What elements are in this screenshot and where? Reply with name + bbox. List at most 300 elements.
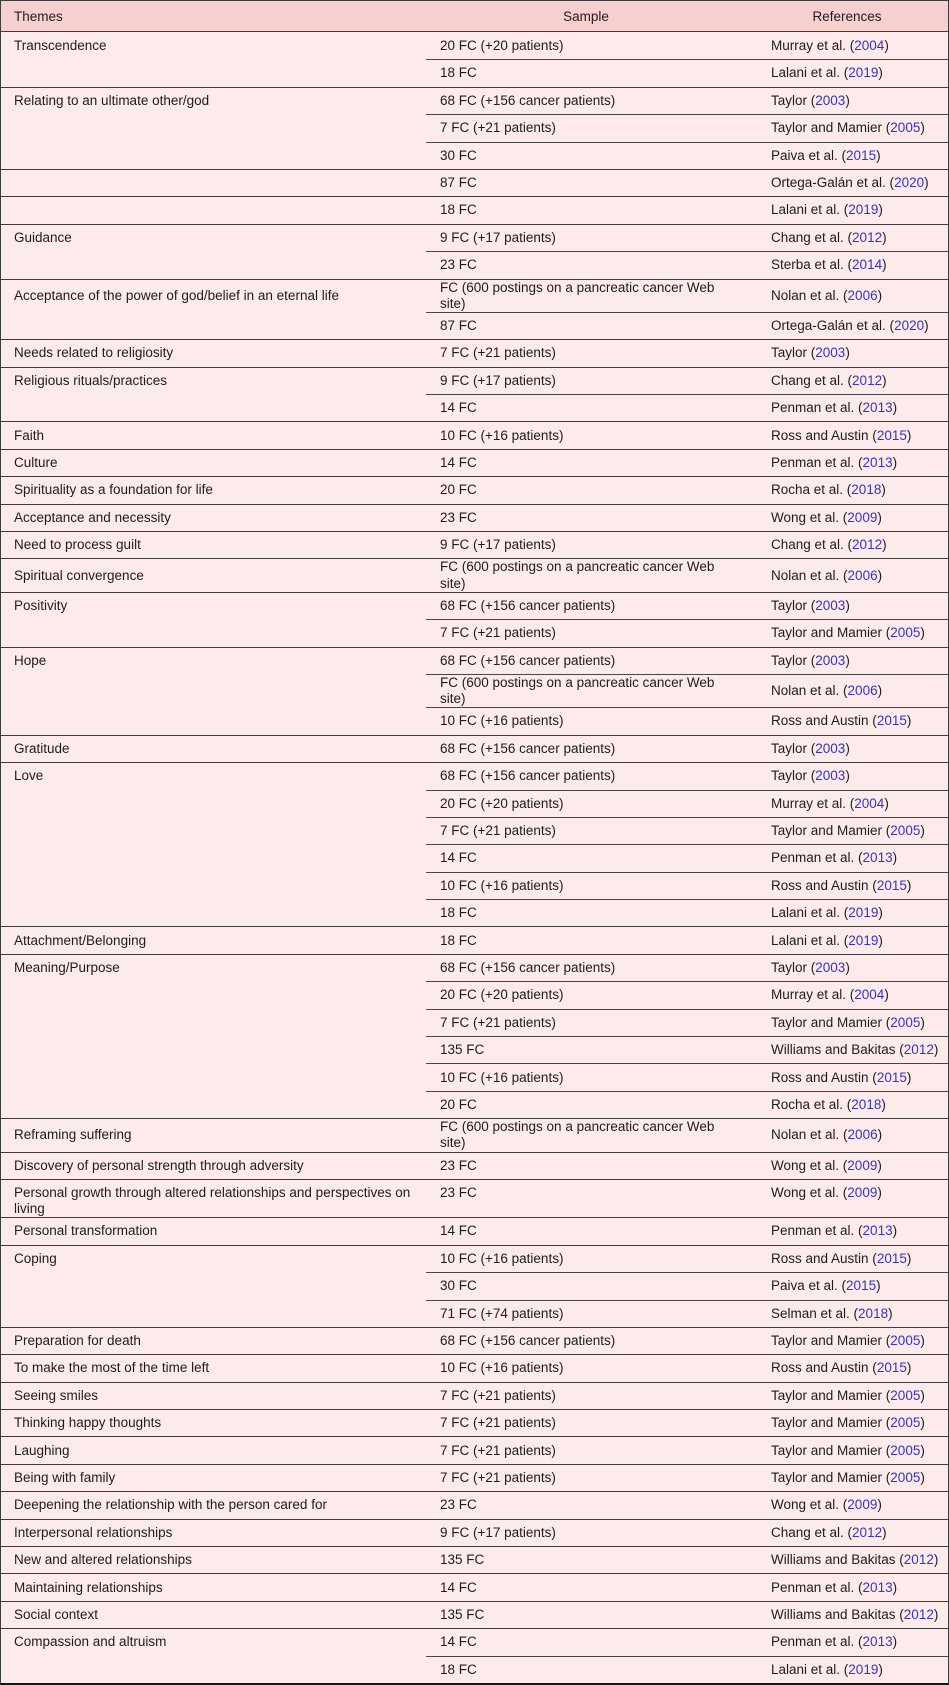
reference-year-link[interactable]: 2006 bbox=[847, 567, 878, 583]
theme-text: Love bbox=[14, 768, 44, 784]
reference-cell bbox=[746, 1300, 948, 1327]
reference-cell bbox=[746, 1217, 948, 1244]
reference-year-link[interactable]: 2019 bbox=[848, 1661, 879, 1677]
sample-text: 23 FC bbox=[440, 1157, 477, 1173]
reference-cell bbox=[746, 476, 948, 503]
sample-cell bbox=[426, 114, 746, 141]
sample-text: 14 FC bbox=[440, 1223, 477, 1239]
reference-text: Penman et al. (2013) bbox=[771, 1223, 898, 1239]
reference-cell bbox=[746, 1245, 948, 1272]
theme-cell bbox=[1, 926, 426, 953]
sample-cell bbox=[426, 1009, 746, 1036]
sample-text: 135 FC bbox=[440, 1042, 485, 1058]
theme-text: Need to process guilt bbox=[14, 537, 141, 553]
table-body bbox=[1, 32, 948, 1683]
theme-cell bbox=[1, 1601, 426, 1628]
reference-cell bbox=[746, 619, 948, 646]
reference-year-link[interactable]: 2009 bbox=[847, 1184, 878, 1200]
theme-cell bbox=[1, 1091, 426, 1118]
reference-cell bbox=[746, 394, 948, 421]
reference-year-link[interactable]: 2013 bbox=[862, 400, 893, 416]
theme-text: Reframing suffering bbox=[14, 1127, 132, 1143]
reference-cell bbox=[746, 312, 948, 339]
table-row bbox=[1, 1464, 948, 1491]
theme-cell bbox=[1, 394, 426, 421]
reference-text: Nolan et al. (2006) bbox=[771, 683, 883, 699]
theme-text: To make the most of the time left bbox=[14, 1360, 210, 1376]
theme-cell bbox=[1, 142, 426, 169]
reference-text: Taylor and Mamier (2005) bbox=[771, 1442, 925, 1458]
reference-text: Williams and Bakitas (2012) bbox=[771, 1552, 939, 1568]
reference-year-link[interactable]: 2020 bbox=[894, 175, 925, 191]
sample-text: 7 FC (+21 patients) bbox=[440, 1014, 556, 1030]
column-header-sample bbox=[426, 1, 746, 31]
table-row bbox=[1, 844, 948, 871]
reference-year-link[interactable]: 2009 bbox=[847, 1497, 878, 1513]
theme-cell bbox=[1, 421, 426, 448]
sample-text: 18 FC bbox=[440, 932, 477, 948]
sample-cell bbox=[426, 476, 746, 503]
table-row bbox=[1, 312, 948, 339]
reference-year-link[interactable]: 2015 bbox=[876, 877, 907, 893]
reference-year-link[interactable]: 2006 bbox=[847, 1127, 878, 1143]
sample-text: FC (600 postings on a pancreatic cancer Web site) bbox=[440, 279, 715, 311]
theme-text: Transcendence bbox=[14, 37, 107, 53]
reference-cell bbox=[746, 926, 948, 953]
table-row bbox=[1, 196, 948, 223]
theme-cell bbox=[1, 251, 426, 278]
table-header-row bbox=[1, 1, 948, 32]
table-row bbox=[1, 558, 948, 591]
reference-cell bbox=[746, 674, 948, 707]
theme-cell bbox=[1, 312, 426, 339]
reference-text: Ross and Austin (2015) bbox=[771, 1360, 912, 1376]
reference-year-link[interactable]: 2003 bbox=[815, 740, 846, 756]
reference-text: Taylor and Mamier (2005) bbox=[771, 1415, 925, 1431]
table-row bbox=[1, 504, 948, 531]
theme-cell bbox=[1, 367, 426, 394]
theme-cell bbox=[1, 1152, 426, 1179]
sample-cell bbox=[426, 279, 746, 312]
sample-text: 10 FC (+16 patients) bbox=[440, 1250, 564, 1266]
sample-text: 10 FC (+16 patients) bbox=[440, 1069, 564, 1085]
reference-cell bbox=[746, 531, 948, 558]
reference-cell bbox=[746, 707, 948, 734]
theme-text: Thinking happy thoughts bbox=[14, 1415, 162, 1431]
theme-cell bbox=[1, 1217, 426, 1244]
table-row bbox=[1, 114, 948, 141]
reference-text: Penman et al. (2013) bbox=[771, 1634, 898, 1650]
theme-text: Seeing smiles bbox=[14, 1387, 99, 1403]
sample-cell bbox=[426, 1546, 746, 1573]
table-row bbox=[1, 817, 948, 844]
theme-cell bbox=[1, 339, 426, 366]
reference-cell bbox=[746, 1118, 948, 1151]
reference-text: Lalani et al. (2019) bbox=[771, 932, 883, 948]
theme-text: Interpersonal relationships bbox=[14, 1524, 173, 1540]
sample-text: 68 FC (+156 cancer patients) bbox=[440, 959, 616, 975]
reference-cell bbox=[746, 87, 948, 114]
reference-year-link[interactable]: 2005 bbox=[890, 822, 921, 838]
reference-cell bbox=[746, 32, 948, 59]
theme-text: Culture bbox=[14, 454, 58, 470]
theme-cell bbox=[1, 1272, 426, 1299]
reference-text: Taylor and Mamier (2005) bbox=[771, 625, 925, 641]
sample-text: 68 FC (+156 cancer patients) bbox=[440, 92, 616, 108]
sample-text: 68 FC (+156 cancer patients) bbox=[440, 768, 616, 784]
sample-text: 7 FC (+21 patients) bbox=[440, 345, 556, 361]
sample-text: 14 FC bbox=[440, 454, 477, 470]
reference-text: Ross and Austin (2015) bbox=[771, 877, 912, 893]
table-row bbox=[1, 1327, 948, 1354]
sample-cell bbox=[426, 981, 746, 1008]
reference-year-link[interactable]: 2014 bbox=[852, 257, 883, 273]
sample-text: 23 FC bbox=[440, 509, 477, 525]
theme-text: Personal transformation bbox=[14, 1223, 158, 1239]
reference-year-link[interactable]: 2012 bbox=[903, 1552, 934, 1568]
reference-year-link[interactable]: 2003 bbox=[815, 345, 846, 361]
reference-cell bbox=[746, 1409, 948, 1436]
table-row bbox=[1, 592, 948, 619]
sample-cell bbox=[426, 1436, 746, 1463]
theme-text: Acceptance and necessity bbox=[14, 509, 171, 525]
theme-cell bbox=[1, 954, 426, 981]
reference-text: Ortega-Galán et al. (2020) bbox=[771, 175, 929, 191]
table-row bbox=[1, 87, 948, 114]
reference-year-link[interactable]: 2005 bbox=[890, 1014, 921, 1030]
theme-cell bbox=[1, 790, 426, 817]
reference-text: Lalani et al. (2019) bbox=[771, 202, 883, 218]
theme-cell bbox=[1, 1464, 426, 1491]
sample-cell bbox=[426, 32, 746, 59]
reference-cell bbox=[746, 817, 948, 844]
reference-year-link[interactable]: 2003 bbox=[815, 959, 846, 975]
reference-year-link[interactable]: 2005 bbox=[890, 1442, 921, 1458]
reference-cell bbox=[746, 1354, 948, 1381]
reference-year-link[interactable]: 2005 bbox=[890, 1387, 921, 1403]
table-row bbox=[1, 1272, 948, 1299]
sample-cell bbox=[426, 1063, 746, 1090]
reference-year-link[interactable]: 2013 bbox=[862, 1579, 893, 1595]
sample-cell bbox=[426, 1327, 746, 1354]
reference-cell bbox=[746, 735, 948, 762]
reference-year-link[interactable]: 2003 bbox=[815, 768, 846, 784]
sample-cell bbox=[426, 954, 746, 981]
reference-text: Taylor and Mamier (2005) bbox=[771, 1469, 925, 1485]
sample-cell bbox=[426, 1036, 746, 1063]
reference-year-link[interactable]: 2012 bbox=[852, 229, 883, 245]
reference-year-link[interactable]: 2009 bbox=[847, 509, 878, 525]
sample-text: FC (600 postings on a pancreatic cancer Web site) bbox=[440, 1119, 715, 1151]
reference-year-link[interactable]: 2013 bbox=[862, 454, 893, 470]
theme-cell bbox=[1, 1327, 426, 1354]
reference-text: Murray et al. (2004) bbox=[771, 795, 889, 811]
reference-cell bbox=[746, 647, 948, 674]
table-row bbox=[1, 981, 948, 1008]
theme-text: Faith bbox=[14, 427, 45, 443]
table-row bbox=[1, 1354, 948, 1381]
reference-year-link[interactable]: 2006 bbox=[847, 683, 878, 699]
table-row bbox=[1, 169, 948, 196]
sample-cell bbox=[426, 59, 746, 86]
theme-text: Preparation for death bbox=[14, 1332, 141, 1348]
reference-year-link[interactable]: 2003 bbox=[815, 92, 846, 108]
reference-year-link[interactable]: 2018 bbox=[858, 1305, 889, 1321]
sample-cell bbox=[426, 1179, 746, 1217]
sample-text: 20 FC bbox=[440, 1096, 477, 1112]
sample-cell bbox=[426, 619, 746, 646]
sample-text: 20 FC (+20 patients) bbox=[440, 37, 564, 53]
theme-cell bbox=[1, 899, 426, 926]
table-row bbox=[1, 367, 948, 394]
reference-year-link[interactable]: 2005 bbox=[890, 1415, 921, 1431]
reference-year-link[interactable]: 2015 bbox=[876, 1250, 907, 1266]
theme-text: Deepening the relationship with the person cared for bbox=[14, 1497, 327, 1513]
sample-text: 7 FC (+21 patients) bbox=[440, 1469, 556, 1485]
reference-text: Penman et al. (2013) bbox=[771, 400, 898, 416]
reference-year-link[interactable]: 2005 bbox=[890, 120, 921, 136]
sample-cell bbox=[426, 707, 746, 734]
reference-cell bbox=[746, 1628, 948, 1655]
reference-cell bbox=[746, 1382, 948, 1409]
reference-year-link[interactable]: 2005 bbox=[890, 625, 921, 641]
reference-text: Rocha et al. (2018) bbox=[771, 1096, 886, 1112]
reference-cell bbox=[746, 1152, 948, 1179]
theme-cell bbox=[1, 1519, 426, 1546]
sample-cell bbox=[426, 1245, 746, 1272]
sample-text: 87 FC bbox=[440, 317, 477, 333]
theme-cell bbox=[1, 735, 426, 762]
reference-cell bbox=[746, 592, 948, 619]
table-row bbox=[1, 449, 948, 476]
sample-text: 14 FC bbox=[440, 400, 477, 416]
sample-text: 23 FC bbox=[440, 257, 477, 273]
theme-cell bbox=[1, 1009, 426, 1036]
sample-text: 18 FC bbox=[440, 202, 477, 218]
reference-year-link[interactable]: 2018 bbox=[851, 482, 882, 498]
theme-cell bbox=[1, 114, 426, 141]
sample-text: 10 FC (+16 patients) bbox=[440, 427, 564, 443]
reference-cell bbox=[746, 844, 948, 871]
theme-text: Needs related to religiosity bbox=[14, 345, 174, 361]
reference-year-link[interactable]: 2015 bbox=[876, 1069, 907, 1085]
table-row bbox=[1, 1300, 948, 1327]
reference-cell bbox=[746, 1601, 948, 1628]
sample-cell bbox=[426, 1519, 746, 1546]
sample-cell bbox=[426, 762, 746, 789]
sample-cell bbox=[426, 872, 746, 899]
theme-cell bbox=[1, 674, 426, 707]
reference-text: Taylor (2003) bbox=[771, 345, 850, 361]
reference-year-link[interactable]: 2015 bbox=[876, 713, 907, 729]
theme-text: Attachment/Belonging bbox=[14, 932, 147, 948]
theme-text: Personal growth through altered relationships and perspectives on living bbox=[14, 1184, 411, 1217]
theme-cell bbox=[1, 1573, 426, 1600]
theme-cell bbox=[1, 1546, 426, 1573]
reference-year-link[interactable]: 2019 bbox=[848, 905, 879, 921]
table-row bbox=[1, 1491, 948, 1518]
sample-cell bbox=[426, 592, 746, 619]
reference-text: Penman et al. (2013) bbox=[771, 1579, 898, 1595]
reference-year-link[interactable]: 2012 bbox=[852, 1524, 883, 1540]
theme-cell bbox=[1, 1179, 426, 1217]
reference-cell bbox=[746, 1546, 948, 1573]
theme-cell bbox=[1, 707, 426, 734]
sample-cell bbox=[426, 735, 746, 762]
sample-text: 14 FC bbox=[440, 1579, 477, 1595]
reference-cell bbox=[746, 449, 948, 476]
table-row bbox=[1, 1091, 948, 1118]
table-row bbox=[1, 1009, 948, 1036]
sample-cell bbox=[426, 394, 746, 421]
reference-cell bbox=[746, 1573, 948, 1600]
table-row bbox=[1, 1573, 948, 1600]
sample-cell bbox=[426, 449, 746, 476]
reference-year-link[interactable]: 2018 bbox=[851, 1096, 882, 1112]
reference-year-link[interactable]: 2006 bbox=[847, 287, 878, 303]
reference-text: Lalani et al. (2019) bbox=[771, 905, 883, 921]
sample-cell bbox=[426, 558, 746, 591]
sample-cell bbox=[426, 1118, 746, 1151]
reference-cell bbox=[746, 339, 948, 366]
reference-text: Taylor and Mamier (2005) bbox=[771, 1014, 925, 1030]
column-header-themes-label: Themes bbox=[14, 8, 63, 24]
reference-year-link[interactable]: 2012 bbox=[903, 1042, 934, 1058]
reference-year-link[interactable]: 2003 bbox=[815, 597, 846, 613]
sample-cell bbox=[426, 169, 746, 196]
reference-text: Chang et al. (2012) bbox=[771, 537, 887, 553]
reference-text: Taylor and Mamier (2005) bbox=[771, 1387, 925, 1403]
theme-cell bbox=[1, 1409, 426, 1436]
reference-year-link[interactable]: 2012 bbox=[903, 1606, 934, 1622]
table-row bbox=[1, 1245, 948, 1272]
sample-text: FC (600 postings on a pancreatic cancer Web site) bbox=[440, 674, 715, 707]
sample-cell bbox=[426, 1382, 746, 1409]
sample-text: 68 FC (+156 cancer patients) bbox=[440, 740, 616, 756]
table-row bbox=[1, 1382, 948, 1409]
table-row bbox=[1, 619, 948, 646]
reference-year-link[interactable]: 2003 bbox=[815, 652, 846, 668]
sample-cell bbox=[426, 1217, 746, 1244]
table-row bbox=[1, 421, 948, 448]
reference-text: Taylor (2003) bbox=[771, 959, 850, 975]
table-row bbox=[1, 1036, 948, 1063]
table-row bbox=[1, 674, 948, 707]
reference-cell bbox=[746, 1091, 948, 1118]
sample-cell bbox=[426, 817, 746, 844]
sample-text: 18 FC bbox=[440, 65, 477, 81]
theme-cell bbox=[1, 817, 426, 844]
table-row bbox=[1, 59, 948, 86]
sample-cell bbox=[426, 1491, 746, 1518]
theme-cell bbox=[1, 1382, 426, 1409]
reference-text: Selman et al. (2018) bbox=[771, 1305, 893, 1321]
reference-year-link[interactable]: 2015 bbox=[846, 1278, 877, 1294]
theme-cell bbox=[1, 196, 426, 223]
theme-text: Maintaining relationships bbox=[14, 1579, 163, 1595]
theme-text: Social context bbox=[14, 1606, 99, 1622]
reference-text: Taylor (2003) bbox=[771, 740, 850, 756]
sample-cell bbox=[426, 367, 746, 394]
theme-cell bbox=[1, 279, 426, 312]
sample-text: 10 FC (+16 patients) bbox=[440, 1360, 564, 1376]
reference-year-link[interactable]: 2012 bbox=[852, 372, 883, 388]
reference-year-link[interactable]: 2020 bbox=[894, 317, 925, 333]
sample-text: 68 FC (+156 cancer patients) bbox=[440, 652, 616, 668]
reference-text: Taylor and Mamier (2005) bbox=[771, 822, 925, 838]
reference-year-link[interactable]: 2013 bbox=[862, 1634, 893, 1650]
reference-year-link[interactable]: 2005 bbox=[890, 1332, 921, 1348]
reference-year-link[interactable]: 2004 bbox=[854, 987, 885, 1003]
reference-year-link[interactable]: 2015 bbox=[846, 147, 877, 163]
sample-text: 20 FC (+20 patients) bbox=[440, 987, 564, 1003]
theme-cell bbox=[1, 872, 426, 899]
table-row bbox=[1, 279, 948, 312]
reference-year-link[interactable]: 2019 bbox=[848, 65, 879, 81]
reference-text: Rocha et al. (2018) bbox=[771, 482, 886, 498]
table-row bbox=[1, 1063, 948, 1090]
reference-year-link[interactable]: 2004 bbox=[854, 37, 885, 53]
reference-text: Penman et al. (2013) bbox=[771, 850, 898, 866]
table-row bbox=[1, 476, 948, 503]
reference-year-link[interactable]: 2004 bbox=[854, 795, 885, 811]
sample-cell bbox=[426, 312, 746, 339]
sample-text: 68 FC (+156 cancer patients) bbox=[440, 597, 616, 613]
sample-text: FC (600 postings on a pancreatic cancer Web site) bbox=[440, 559, 715, 591]
sample-cell bbox=[426, 504, 746, 531]
theme-cell bbox=[1, 1491, 426, 1518]
sample-text: 30 FC bbox=[440, 147, 477, 163]
reference-text: Ross and Austin (2015) bbox=[771, 427, 912, 443]
theme-text: Coping bbox=[14, 1250, 57, 1266]
reference-year-link[interactable]: 2013 bbox=[862, 1223, 893, 1239]
reference-cell bbox=[746, 169, 948, 196]
sample-text: 7 FC (+21 patients) bbox=[440, 120, 556, 136]
reference-year-link[interactable]: 2019 bbox=[848, 932, 879, 948]
sample-cell bbox=[426, 1656, 746, 1683]
sample-cell bbox=[426, 674, 746, 707]
sample-cell bbox=[426, 251, 746, 278]
reference-cell bbox=[746, 421, 948, 448]
reference-text: Nolan et al. (2006) bbox=[771, 287, 883, 303]
table-row bbox=[1, 1628, 948, 1655]
theme-cell bbox=[1, 224, 426, 251]
reference-text: Chang et al. (2012) bbox=[771, 1524, 887, 1540]
reference-text: Taylor and Mamier (2005) bbox=[771, 120, 925, 136]
reference-cell bbox=[746, 196, 948, 223]
table-row bbox=[1, 1179, 948, 1217]
reference-cell bbox=[746, 762, 948, 789]
reference-cell bbox=[746, 899, 948, 926]
sample-cell bbox=[426, 1409, 746, 1436]
theme-cell bbox=[1, 87, 426, 114]
reference-year-link[interactable]: 2005 bbox=[890, 1469, 921, 1485]
reference-cell bbox=[746, 1464, 948, 1491]
sample-cell bbox=[426, 1354, 746, 1381]
reference-year-link[interactable]: 2009 bbox=[847, 1157, 878, 1173]
reference-cell bbox=[746, 142, 948, 169]
reference-year-link[interactable]: 2019 bbox=[848, 202, 879, 218]
theme-cell bbox=[1, 169, 426, 196]
reference-text: Sterba et al. (2014) bbox=[771, 257, 887, 273]
sample-cell bbox=[426, 1091, 746, 1118]
reference-year-link[interactable]: 2015 bbox=[876, 427, 907, 443]
reference-year-link[interactable]: 2013 bbox=[862, 850, 893, 866]
reference-year-link[interactable]: 2015 bbox=[876, 1360, 907, 1376]
table-row bbox=[1, 790, 948, 817]
reference-year-link[interactable]: 2012 bbox=[852, 537, 883, 553]
sample-cell bbox=[426, 1152, 746, 1179]
